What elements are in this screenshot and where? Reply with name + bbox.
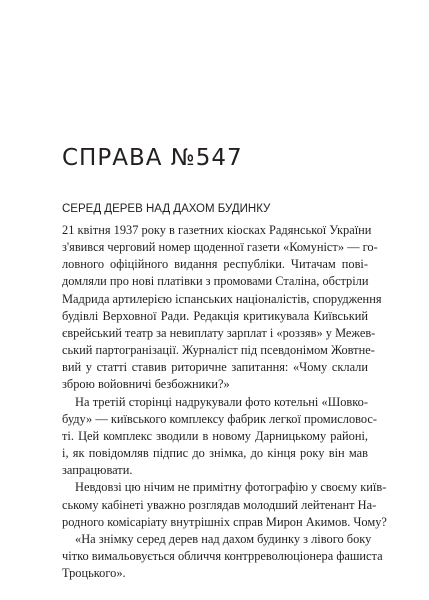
text-line: ський партогранізації. Журналіст під псевдонімом Жовтне- [62, 343, 375, 358]
text-line: і, як повідомляв підпис до знімка, до кінця року він мав [62, 446, 368, 461]
paragraph [62, 531, 383, 582]
text-line: Невдовзі цю нічим не примітну фотографію у своєму київ- [75, 480, 387, 495]
text-line: з'явився черговий номер щоденної газети «Комуніст» — го- [62, 240, 378, 255]
text-line: родного комісаріату внутрішніх справ Мирон Акимов. Чому? [62, 514, 387, 529]
paragraph [62, 394, 378, 480]
text-line: буду» — київського комплексу фабрик легкої промисловос- [62, 411, 378, 426]
paragraph [62, 479, 387, 530]
text-line: будівлі Верховної Ради. Редакція критикувала Київський [62, 308, 368, 323]
chapter-subheading: СЕРЕД ДЕРЕВ НАД ДАХОМ БУДИНКУ [62, 203, 271, 215]
text-line: єврейський театр за невиплату зарплат і «роззяв» у Межев- [62, 325, 376, 340]
text-line: На третій сторінці надрукували фото котельні «Шовко- [75, 394, 368, 409]
text-line: чітко вимальовується обличчя контрреволюціонера фашиста [62, 548, 383, 563]
paragraph [62, 222, 382, 394]
text-line: Троцького». [62, 566, 126, 581]
text-line: ті. Цей комплекс зводили в новому Дарницькому районі, [62, 428, 368, 443]
text-line: 21 квітня 1937 року в газетних кіосках Радянської України [62, 223, 372, 237]
text-line: зброю войовничі безбожники?» [62, 377, 230, 392]
case-title: СПРАВА №547 [62, 145, 243, 171]
text-line: ловного офіційного видання республіки. Читачам пові- [62, 257, 368, 272]
body-text [62, 222, 387, 582]
text-line: домляли про нові платівки з промовами Сталіна, обстріли [62, 274, 369, 289]
text-line: Мадрида артилерією іспанських націоналістів, спорудження [62, 291, 382, 306]
text-line: запрацювати. [62, 463, 133, 478]
text-line: вий у статті ставив риторичне запитання: «Чому склали [62, 360, 368, 375]
text-line: «На знімку серед дерев над дахом будинку з лівого боку [75, 531, 372, 546]
text-line: ському кабінеті уважно розглядав молодший лейтенант На- [62, 497, 377, 512]
